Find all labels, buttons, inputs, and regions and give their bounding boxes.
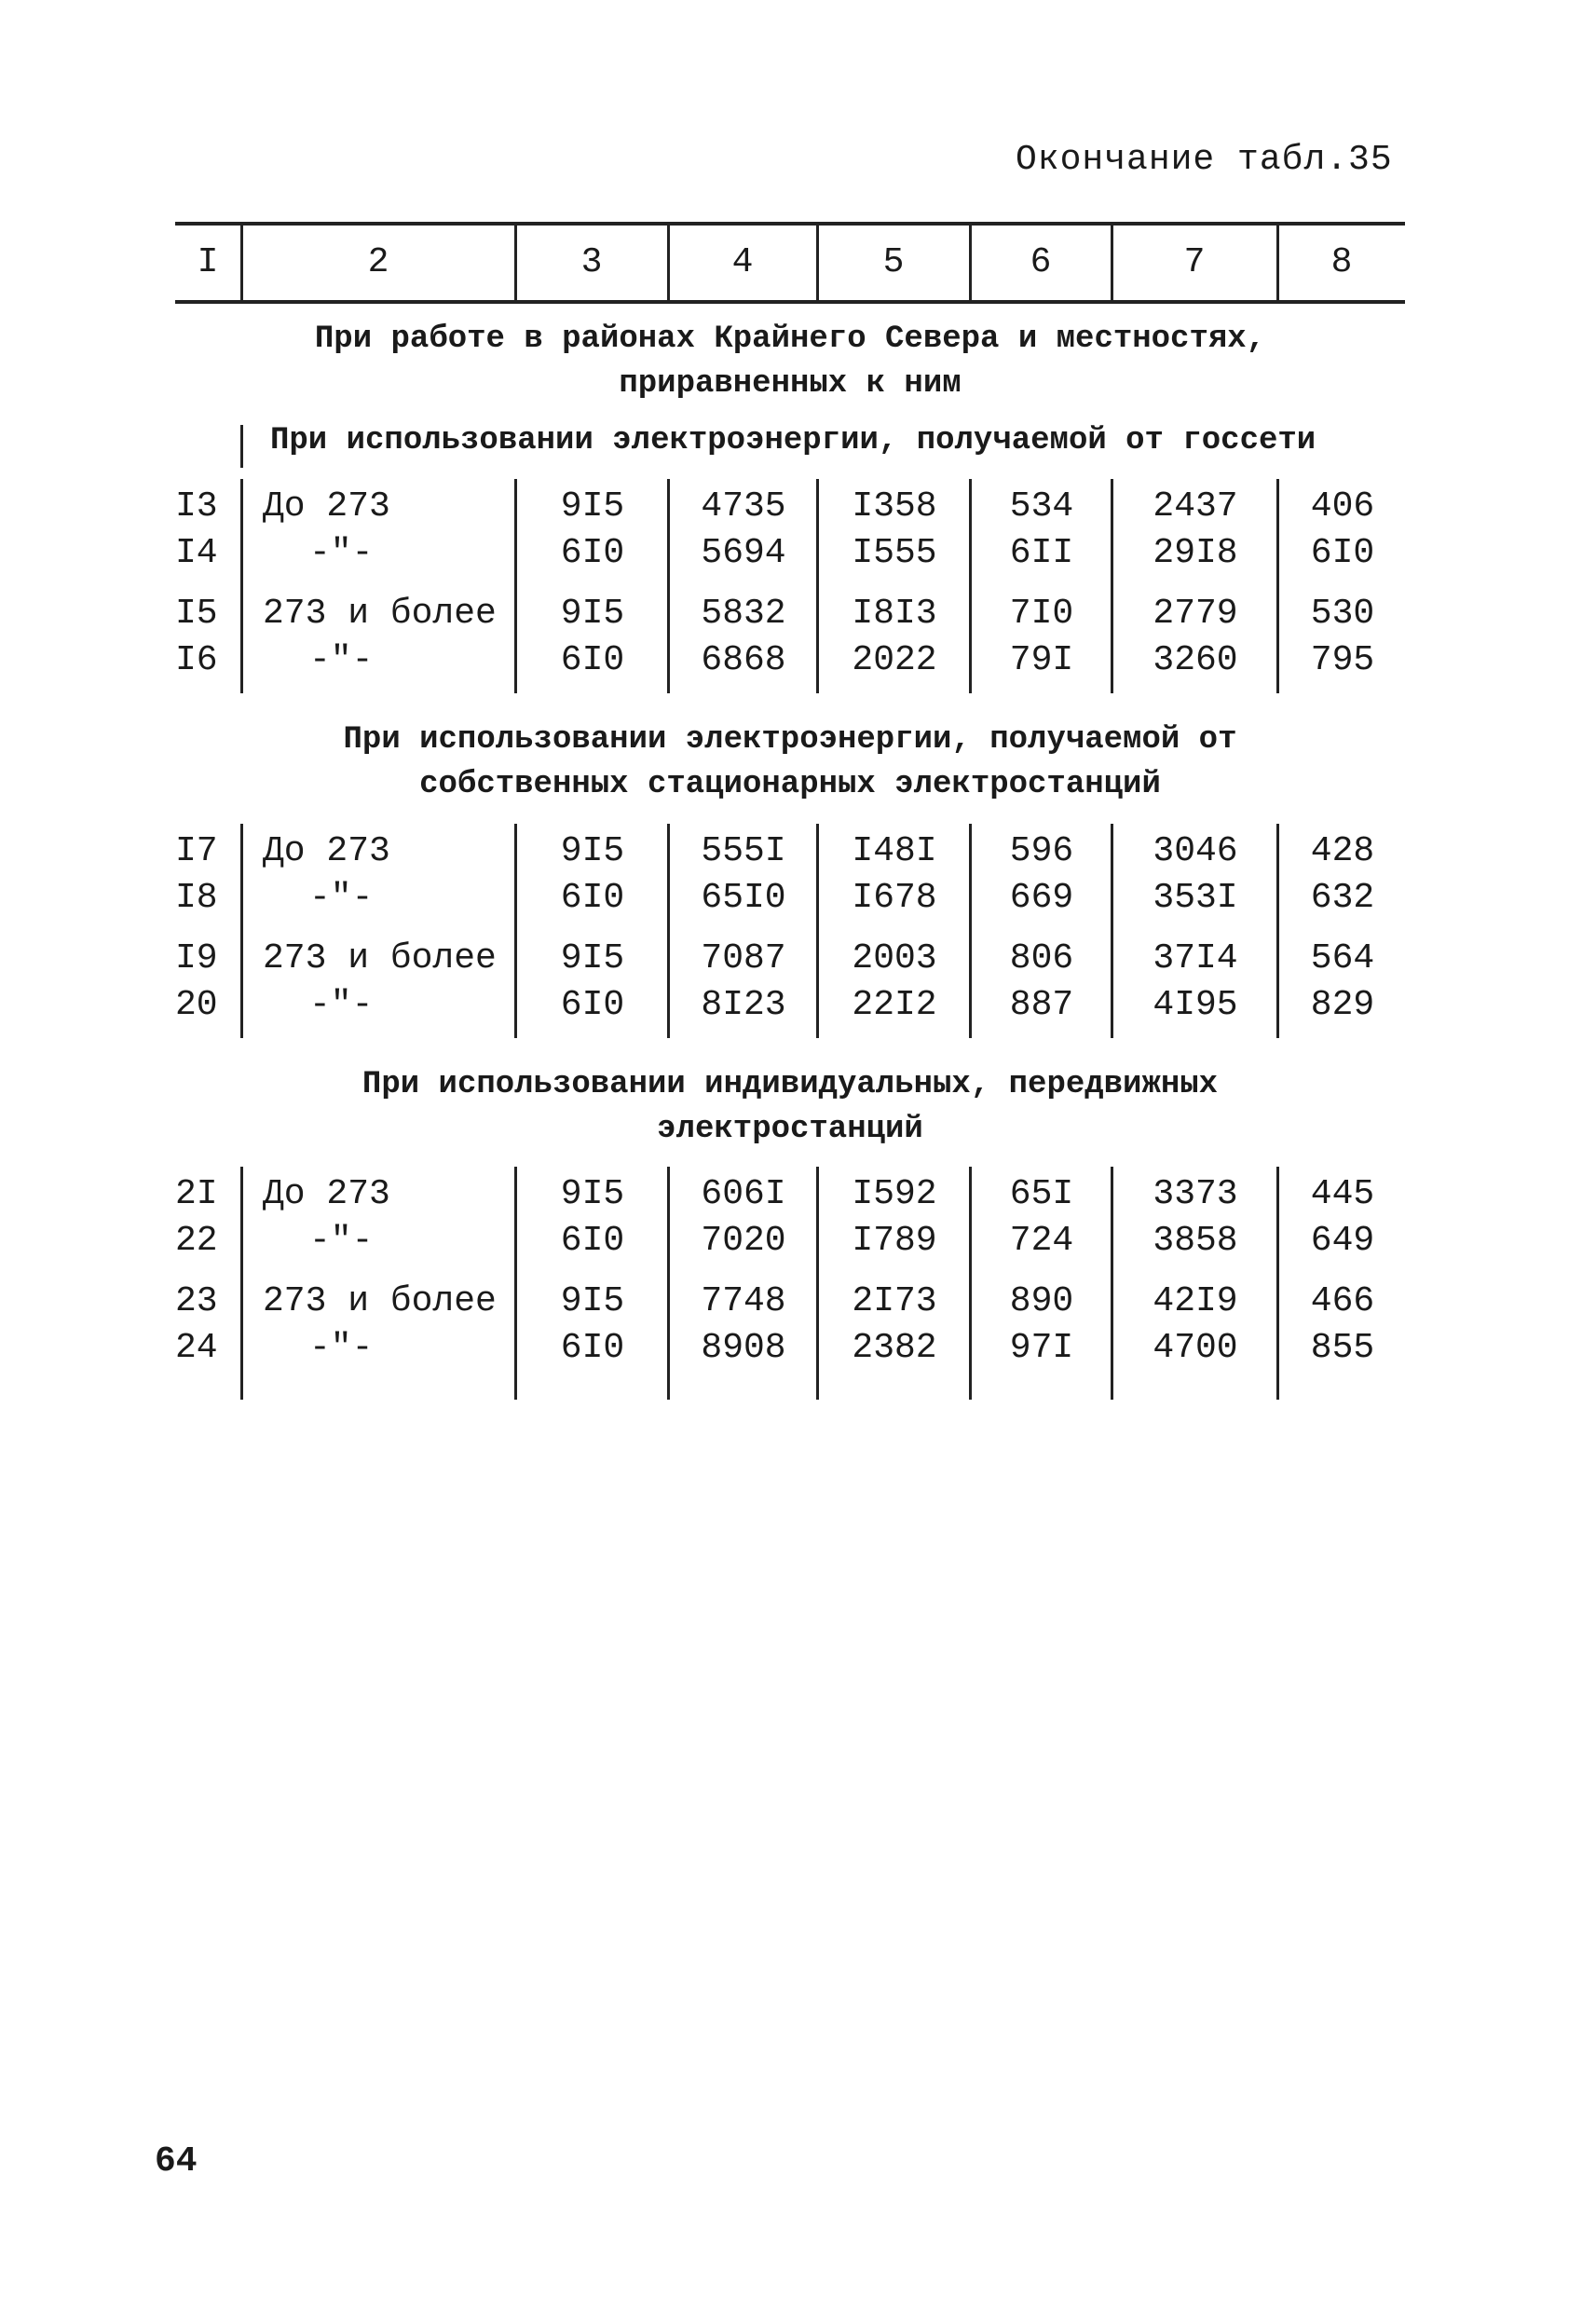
table-cell: 596 bbox=[1009, 831, 1074, 871]
table-cell: 3046 bbox=[1153, 831, 1238, 871]
table-caption: Окончание табл.35 bbox=[1016, 140, 1393, 180]
row-number: I9 bbox=[175, 938, 218, 978]
column-rule bbox=[969, 1167, 972, 1400]
row-number: I6 bbox=[175, 640, 218, 680]
table-cell: 22I2 bbox=[852, 985, 937, 1025]
table-cell: 8I23 bbox=[701, 985, 786, 1025]
table-cell: 65I bbox=[1009, 1174, 1074, 1214]
row-number: 24 bbox=[175, 1328, 218, 1368]
column-rule bbox=[1276, 824, 1279, 1038]
table-cell: 6I0 bbox=[560, 1221, 625, 1261]
table-cell: 7020 bbox=[701, 1221, 786, 1261]
table-cell: I358 bbox=[852, 486, 937, 526]
table-cell: I592 bbox=[852, 1174, 937, 1214]
table-cell: 4735 bbox=[701, 486, 786, 526]
column-rule bbox=[667, 1167, 670, 1400]
table-cell: 7087 bbox=[701, 938, 786, 978]
table-cell: 829 bbox=[1310, 985, 1375, 1025]
table-cell: 2022 bbox=[852, 640, 937, 680]
table-cell: 97I bbox=[1009, 1328, 1074, 1368]
table-cell: 7I0 bbox=[1009, 594, 1074, 634]
column-header: 5 bbox=[882, 242, 905, 282]
column-rule bbox=[1111, 222, 1113, 302]
table-cell: 606I bbox=[701, 1174, 786, 1214]
column-header: 7 bbox=[1183, 242, 1206, 282]
row-number: I7 bbox=[175, 831, 218, 871]
column-rule bbox=[514, 222, 517, 302]
column-rule bbox=[969, 824, 972, 1038]
column-rule bbox=[667, 479, 670, 693]
row-label: 273 и более bbox=[263, 1281, 497, 1321]
column-rule bbox=[969, 222, 972, 302]
column-header: 2 bbox=[367, 242, 389, 282]
table-cell: 555I bbox=[701, 831, 786, 871]
table-cell: I8I3 bbox=[852, 594, 937, 634]
table-cell: 649 bbox=[1310, 1221, 1375, 1261]
table-cell: 632 bbox=[1310, 878, 1375, 918]
row-number: I8 bbox=[175, 878, 218, 918]
table-cell: 5694 bbox=[701, 533, 786, 573]
column-rule bbox=[240, 824, 243, 1038]
table-cell: 2003 bbox=[852, 938, 937, 978]
row-number: 22 bbox=[175, 1221, 218, 1261]
table-cell: 724 bbox=[1009, 1221, 1074, 1261]
column-rule bbox=[514, 479, 517, 693]
table-cell: 9I5 bbox=[560, 486, 625, 526]
table-cell: 7748 bbox=[701, 1281, 786, 1321]
column-rule bbox=[1111, 1167, 1113, 1400]
row-label: -"- bbox=[309, 640, 374, 680]
column-rule bbox=[667, 824, 670, 1038]
table-cell: 6I0 bbox=[560, 985, 625, 1025]
table-cell: 3373 bbox=[1153, 1174, 1238, 1214]
table-cell: I789 bbox=[852, 1221, 937, 1261]
table-cell: 65I0 bbox=[701, 878, 786, 918]
table-cell: 42I9 bbox=[1153, 1281, 1238, 1321]
table-cell: 2437 bbox=[1153, 486, 1238, 526]
column-rule bbox=[514, 1167, 517, 1400]
column-rule bbox=[514, 824, 517, 1038]
column-rule bbox=[240, 479, 243, 693]
table-cell: 6I0 bbox=[560, 878, 625, 918]
column-header: 6 bbox=[1030, 242, 1052, 282]
table-cell: 37I4 bbox=[1153, 938, 1238, 978]
table-cell: 6II bbox=[1009, 533, 1074, 573]
table-cell: 5832 bbox=[701, 594, 786, 634]
row-label: 273 и более bbox=[263, 938, 497, 978]
column-rule bbox=[1111, 824, 1113, 1038]
table-cell: 3260 bbox=[1153, 640, 1238, 680]
column-rule bbox=[240, 425, 243, 468]
row-number: 23 bbox=[175, 1281, 218, 1321]
column-header: I bbox=[197, 242, 219, 282]
column-rule bbox=[1111, 479, 1113, 693]
column-rule bbox=[240, 222, 243, 302]
row-label: -"- bbox=[309, 985, 374, 1025]
table-cell: I678 bbox=[852, 878, 937, 918]
row-label: 273 и более bbox=[263, 594, 497, 634]
row-number: I5 bbox=[175, 594, 218, 634]
row-label: До 273 bbox=[263, 831, 390, 871]
section-title: При использовании индивидуальных, передвижных bbox=[361, 1067, 1219, 1102]
table-cell: 669 bbox=[1009, 878, 1074, 918]
column-header: 4 bbox=[731, 242, 754, 282]
table-cell: 890 bbox=[1009, 1281, 1074, 1321]
table-cell: I48I bbox=[852, 831, 937, 871]
table-cell: 4I95 bbox=[1153, 985, 1238, 1025]
column-rule bbox=[1276, 479, 1279, 693]
table-header bbox=[175, 222, 1405, 304]
column-rule bbox=[667, 222, 670, 302]
table-cell: 6I0 bbox=[1310, 533, 1375, 573]
table-cell: 406 bbox=[1310, 486, 1375, 526]
table-cell: 466 bbox=[1310, 1281, 1375, 1321]
row-label: -"- bbox=[309, 533, 374, 573]
table-cell: 795 bbox=[1310, 640, 1375, 680]
table-cell: 855 bbox=[1310, 1328, 1375, 1368]
section-title: приравненных к ним bbox=[619, 366, 962, 402]
table-cell: 887 bbox=[1009, 985, 1074, 1025]
row-label: До 273 bbox=[263, 486, 390, 526]
table-cell: I555 bbox=[852, 533, 937, 573]
table-cell: 3858 bbox=[1153, 1221, 1238, 1261]
column-rule bbox=[816, 479, 819, 693]
table-cell: 6868 bbox=[701, 640, 786, 680]
table-cell: 534 bbox=[1009, 486, 1074, 526]
column-header: 8 bbox=[1330, 242, 1353, 282]
section-title: При работе в районах Крайнего Севера и местностях, bbox=[314, 321, 1266, 357]
column-rule bbox=[816, 1167, 819, 1400]
table-cell: 806 bbox=[1009, 938, 1074, 978]
row-label: -"- bbox=[309, 1328, 374, 1368]
table-cell: 2779 bbox=[1153, 594, 1238, 634]
table-cell: 564 bbox=[1310, 938, 1375, 978]
table-cell: 4700 bbox=[1153, 1328, 1238, 1368]
column-rule bbox=[1276, 222, 1279, 302]
column-header: 3 bbox=[580, 242, 603, 282]
table-cell: 8908 bbox=[701, 1328, 786, 1368]
row-label: -"- bbox=[309, 878, 374, 918]
table-cell: 6I0 bbox=[560, 533, 625, 573]
table-cell: 353I bbox=[1153, 878, 1238, 918]
row-number: I3 bbox=[175, 486, 218, 526]
section-title: собственных стационарных электростанций bbox=[419, 767, 1161, 802]
table-cell: 9I5 bbox=[560, 1174, 625, 1214]
row-number: I4 bbox=[175, 533, 218, 573]
section-title: При использовании электроэнергии, получаемой от bbox=[343, 722, 1237, 758]
table-cell: 6I0 bbox=[560, 1328, 625, 1368]
row-number: 20 bbox=[175, 985, 218, 1025]
column-rule bbox=[816, 222, 819, 302]
table-cell: 2I73 bbox=[852, 1281, 937, 1321]
row-label: -"- bbox=[309, 1221, 374, 1261]
column-rule bbox=[1276, 1167, 1279, 1400]
table-cell: 9I5 bbox=[560, 938, 625, 978]
table-cell: 29I8 bbox=[1153, 533, 1238, 573]
table-cell: 6I0 bbox=[560, 640, 625, 680]
table-cell: 530 bbox=[1310, 594, 1375, 634]
column-rule bbox=[816, 824, 819, 1038]
table-cell: 9I5 bbox=[560, 1281, 625, 1321]
table-cell: 2382 bbox=[852, 1328, 937, 1368]
page-number: 64 bbox=[155, 2141, 198, 2181]
table-cell: 445 bbox=[1310, 1174, 1375, 1214]
row-label: До 273 bbox=[263, 1174, 390, 1214]
table-cell: 9I5 bbox=[560, 594, 625, 634]
row-number: 2I bbox=[175, 1174, 218, 1214]
table-cell: 9I5 bbox=[560, 831, 625, 871]
section-title: электростанций bbox=[657, 1112, 923, 1147]
column-rule bbox=[240, 1167, 243, 1400]
table-cell: 428 bbox=[1310, 831, 1375, 871]
column-rule bbox=[969, 479, 972, 693]
table-cell: 79I bbox=[1009, 640, 1074, 680]
section-subtitle: При использовании электроэнергии, получаемой от госсети bbox=[270, 423, 1316, 458]
